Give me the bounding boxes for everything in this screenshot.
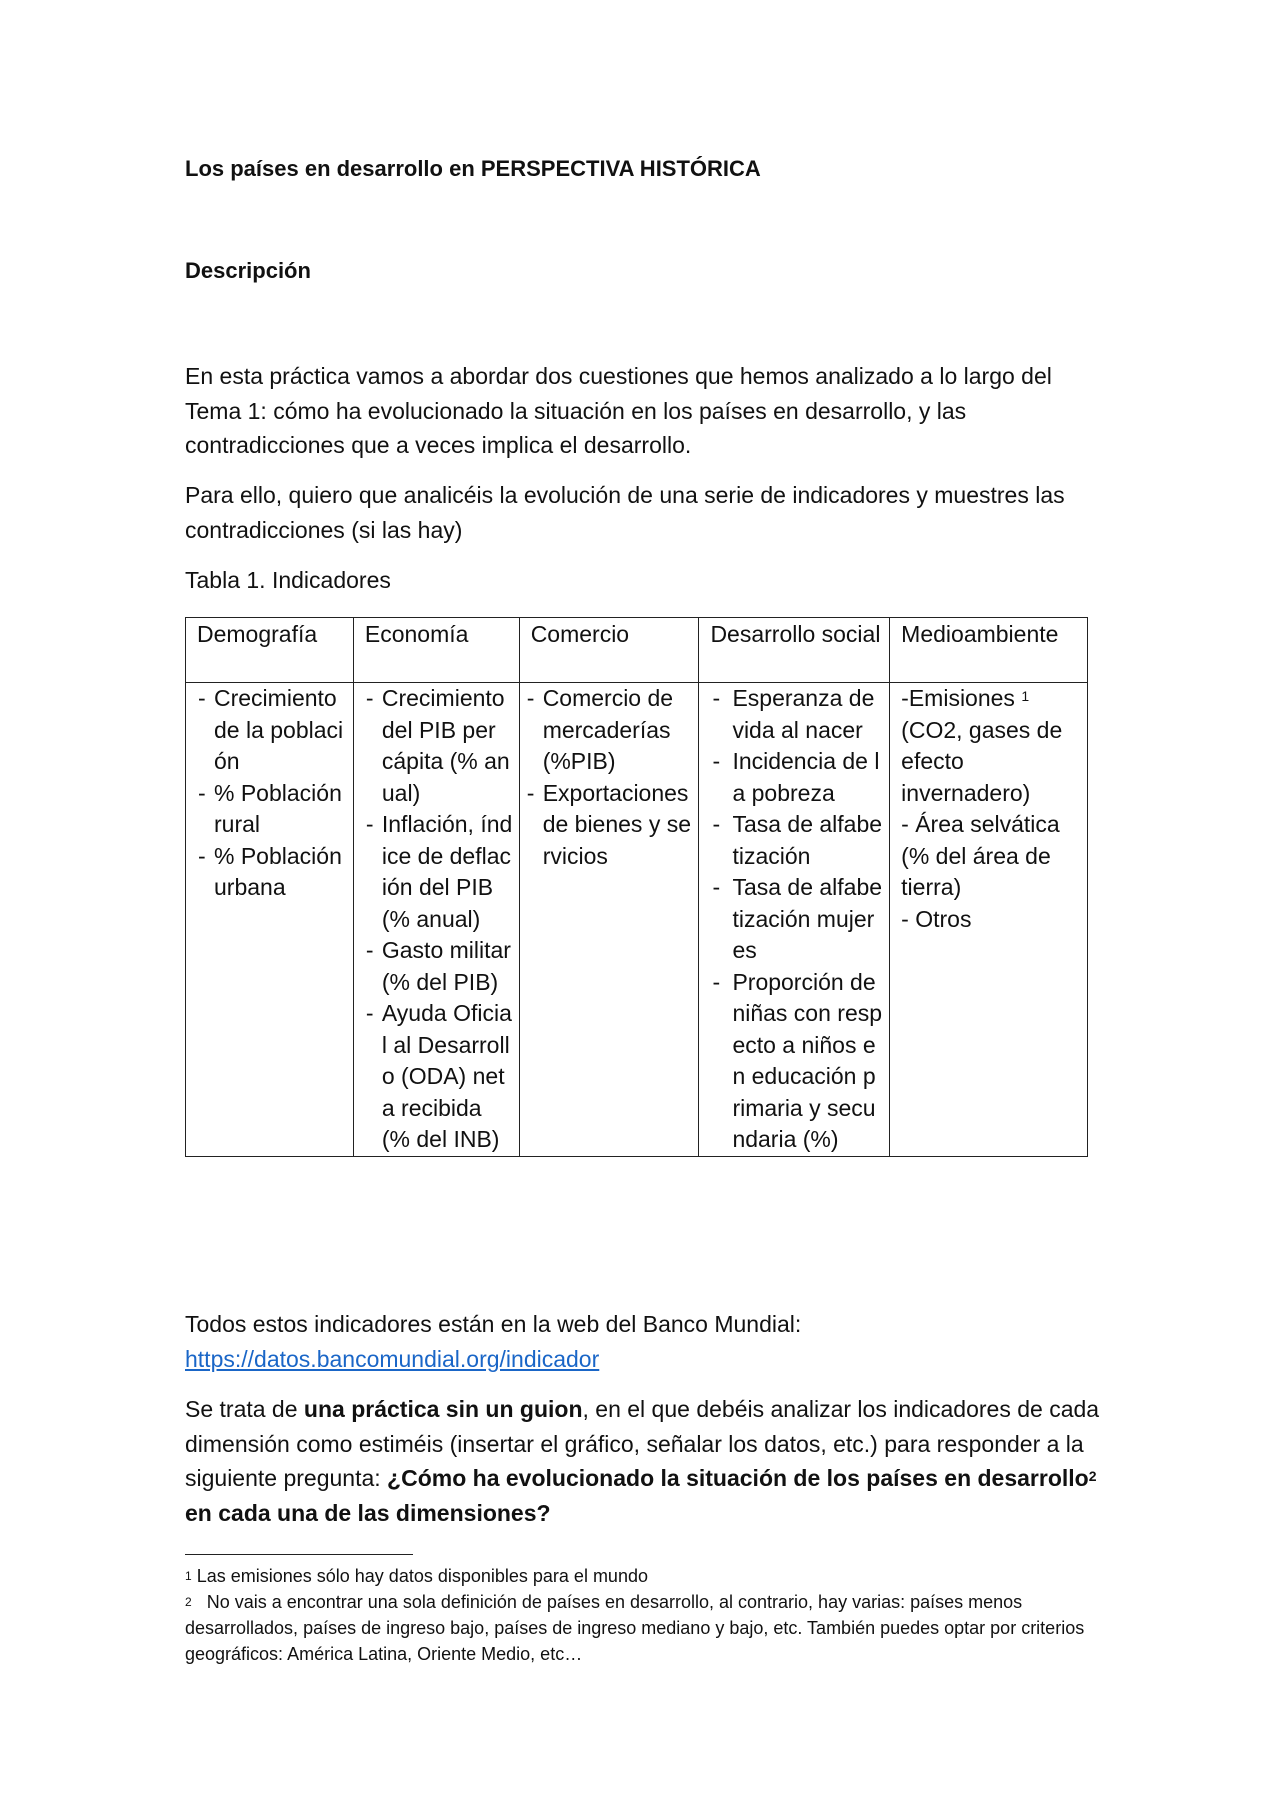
desarrollo-social-list — [710, 683, 883, 1156]
economia-list — [365, 683, 513, 1156]
list-item: - Incidencia de la pobreza — [710, 746, 883, 809]
table-caption: Tabla 1. Indicadores — [185, 567, 391, 593]
footnote-ref-1[interactable]: 1 — [1021, 688, 1030, 704]
list-item: - Crecimiento de la población — [197, 683, 347, 778]
section-heading: Descripción — [185, 258, 311, 283]
footnote-2: $^2$ No vais a encontrar una sola definición de países en desarrollo, al contrario, hay varias: países menos desarrollados, países de ingreso bajo, países de ingreso mediano y bajo, etc. También puedes optar por criterios geográficos: América Latina, Oriente Medio, etc… — [185, 1592, 1085, 1664]
header-desarrollo-social: Desarrollo social — [699, 618, 890, 683]
cell-demografia — [186, 683, 354, 1157]
cell-desarrollo-social — [699, 683, 890, 1157]
table-row — [186, 683, 1088, 1157]
header-medioambiente: Medioambiente — [890, 618, 1088, 683]
comercio-list — [526, 683, 693, 872]
list-item: - Tasa de alfabetización mujeres — [710, 872, 883, 967]
instructions-paragraph: Para ello, quiero que analicéis la evolución de una serie de indicadores y muestres las contradicciones (si las hay) — [185, 482, 1065, 543]
cell-comercio — [519, 683, 699, 1157]
footnote-separator — [185, 1554, 413, 1555]
indicators-table — [185, 617, 1088, 1157]
emisiones-item: -Emisiones $^1$ (CO2, gases de efecto invernadero) — [901, 685, 1063, 806]
header-comercio: Comercio — [519, 618, 699, 683]
list-item: - Ayuda Oficial al Desarrollo (ODA) neta recibida (% del INB) — [365, 998, 513, 1156]
task-paragraph: Se trata de una práctica sin un guion, en el que debéis analizar los indicadores de cada dimensión como estiméis (insertar el gráfico, señalar los datos, etc.) para responder a la siguiente pregunta: ¿Cómo ha evolucionado la situación de los países en desarrollo$^2$ en cada una de las dimensiones? — [185, 1396, 1100, 1526]
intro-paragraph: En esta práctica vamos a abordar dos cuestiones que hemos analizado a lo largo del Tema 1: cómo ha evolucionado la situación en los países en desarrollo, y las contradicciones que a veces implica el desarrollo. — [185, 363, 1052, 458]
list-item: - % Población urbana — [197, 841, 347, 904]
list-item: - Gasto militar (% del PIB) — [365, 935, 513, 998]
list-item: - Esperanza de vida al nacer — [710, 683, 883, 746]
cell-economia — [353, 683, 519, 1157]
area-selvatica-item: - Área selvática (% del área de tierra) — [901, 811, 1060, 900]
list-item: - % Población rural — [197, 778, 347, 841]
list-item: - Inflación, índice de deflación del PIB (% anual) — [365, 809, 513, 935]
demografia-list — [197, 683, 347, 904]
list-item: - Comercio de mercaderías (%PIB) — [526, 683, 693, 778]
otros-item: - Otros — [901, 905, 972, 932]
footnote-1: $^1$ Las emisiones sólo hay datos disponibles para el mundo — [185, 1566, 648, 1586]
list-item: - Proporción de niñas con respecto a niños en educación primaria y secundaria (%) — [710, 967, 883, 1156]
cell-medioambiente — [890, 683, 1088, 1157]
list-item: - Tasa de alfabetización — [710, 809, 883, 872]
list-item: - Crecimiento del PIB per cápita (% anual) — [365, 683, 513, 809]
footnote-ref-2[interactable]: 2 — [1088, 1468, 1097, 1484]
list-item: - Exportaciones de bienes y servicios — [526, 778, 693, 873]
header-demografia: Demografía — [186, 618, 354, 683]
source-paragraph: Todos estos indicadores están en la web del Banco Mundial: https://datos.bancomundial.org/indicador — [185, 1311, 802, 1372]
header-economia: Economía — [353, 618, 519, 683]
table-header-row — [186, 618, 1088, 683]
banco-mundial-link[interactable]: https://datos.bancomundial.org/indicador — [185, 1345, 600, 1372]
document-title: Los países en desarrollo en PERSPECTIVA HISTÓRICA — [185, 156, 761, 181]
